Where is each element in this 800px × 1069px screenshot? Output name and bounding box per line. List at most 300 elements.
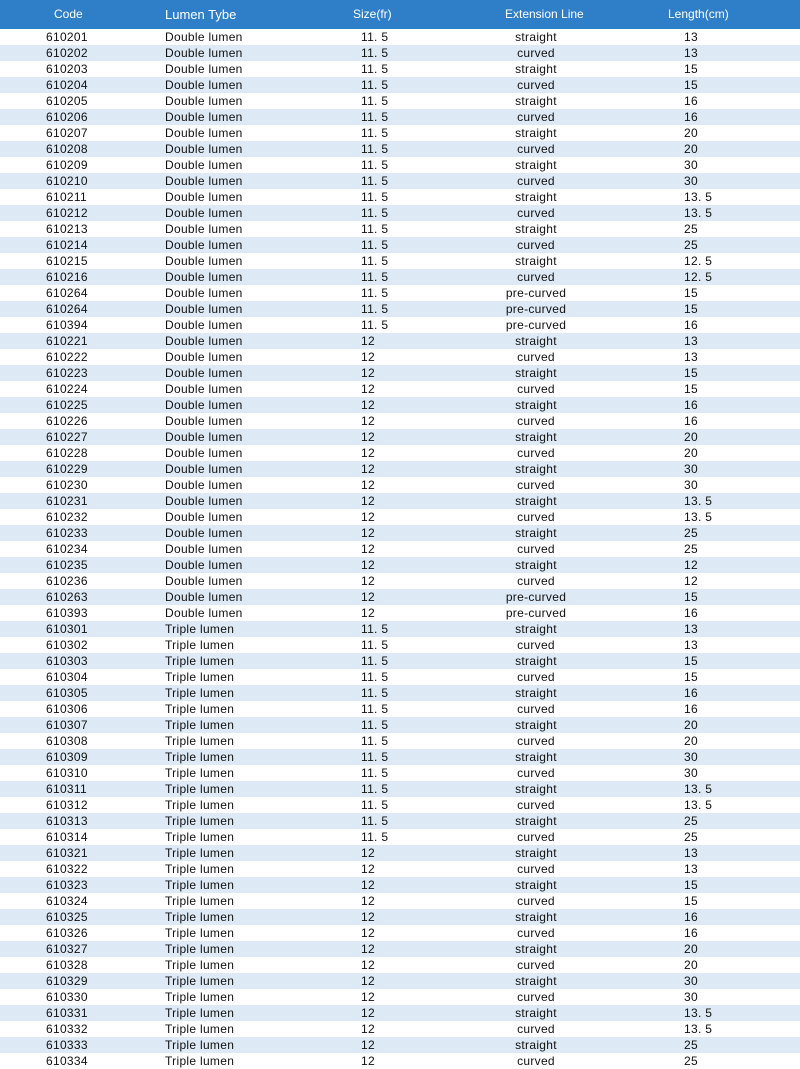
cell-extension-line: straight bbox=[515, 30, 557, 44]
cell-size: 11. 5 bbox=[361, 110, 389, 124]
cell-code: 610212 bbox=[46, 206, 88, 220]
table-row bbox=[0, 653, 800, 669]
cell-size: 12 bbox=[361, 366, 375, 380]
cell-size: 11. 5 bbox=[361, 206, 389, 220]
cell-code: 610333 bbox=[46, 1038, 88, 1052]
cell-size: 11. 5 bbox=[361, 126, 389, 140]
cell-code: 610203 bbox=[46, 62, 88, 76]
cell-extension-line: straight bbox=[515, 1006, 557, 1020]
cell-lumen-type: Double lumen bbox=[165, 494, 243, 508]
cell-code: 610204 bbox=[46, 78, 88, 92]
cell-size: 12 bbox=[361, 926, 375, 940]
cell-extension-line: curved bbox=[517, 446, 555, 460]
cell-length: 13. 5 bbox=[684, 190, 713, 204]
cell-length: 12. 5 bbox=[684, 270, 713, 284]
cell-length: 12 bbox=[684, 574, 698, 588]
cell-size: 11. 5 bbox=[361, 142, 389, 156]
cell-code: 610308 bbox=[46, 734, 88, 748]
cell-length: 16 bbox=[684, 702, 698, 716]
cell-size: 12 bbox=[361, 606, 375, 620]
cell-lumen-type: Double lumen bbox=[165, 430, 243, 444]
table-row bbox=[0, 573, 800, 589]
cell-length: 13 bbox=[684, 622, 698, 636]
cell-size: 12 bbox=[361, 942, 375, 956]
cell-size: 11. 5 bbox=[361, 46, 389, 60]
cell-extension-line: straight bbox=[515, 846, 557, 860]
cell-extension-line: curved bbox=[517, 206, 555, 220]
cell-code: 610305 bbox=[46, 686, 88, 700]
cell-code: 610227 bbox=[46, 430, 88, 444]
cell-code: 610229 bbox=[46, 462, 88, 476]
cell-extension-line: curved bbox=[517, 734, 555, 748]
header-code: Code bbox=[54, 7, 83, 21]
cell-size: 12 bbox=[361, 462, 375, 476]
cell-extension-line: straight bbox=[515, 558, 557, 572]
table-row bbox=[0, 605, 800, 621]
table-row bbox=[0, 621, 800, 637]
cell-code: 610206 bbox=[46, 110, 88, 124]
cell-code: 610330 bbox=[46, 990, 88, 1004]
cell-size: 12 bbox=[361, 990, 375, 1004]
cell-size: 11. 5 bbox=[361, 158, 389, 172]
cell-lumen-type: Double lumen bbox=[165, 590, 243, 604]
cell-length: 20 bbox=[684, 734, 698, 748]
cell-code: 610205 bbox=[46, 94, 88, 108]
cell-length: 20 bbox=[684, 142, 698, 156]
cell-length: 30 bbox=[684, 750, 698, 764]
cell-length: 16 bbox=[684, 414, 698, 428]
cell-code: 610302 bbox=[46, 638, 88, 652]
cell-lumen-type: Double lumen bbox=[165, 302, 243, 316]
cell-lumen-type: Double lumen bbox=[165, 110, 243, 124]
table-row bbox=[0, 189, 800, 205]
table-row bbox=[0, 493, 800, 509]
cell-length: 30 bbox=[684, 766, 698, 780]
cell-size: 11. 5 bbox=[361, 814, 389, 828]
table-row bbox=[0, 685, 800, 701]
cell-length: 16 bbox=[684, 94, 698, 108]
cell-length: 15 bbox=[684, 894, 698, 908]
cell-lumen-type: Double lumen bbox=[165, 526, 243, 540]
cell-lumen-type: Triple lumen bbox=[165, 862, 235, 876]
table-row bbox=[0, 205, 800, 221]
cell-extension-line: straight bbox=[515, 686, 557, 700]
cell-lumen-type: Triple lumen bbox=[165, 926, 235, 940]
cell-length: 15 bbox=[684, 590, 698, 604]
cell-extension-line: straight bbox=[515, 782, 557, 796]
cell-code: 610307 bbox=[46, 718, 88, 732]
cell-extension-line: straight bbox=[515, 878, 557, 892]
cell-length: 30 bbox=[684, 174, 698, 188]
cell-extension-line: straight bbox=[515, 814, 557, 828]
cell-extension-line: curved bbox=[517, 1054, 555, 1068]
cell-lumen-type: Triple lumen bbox=[165, 942, 235, 956]
cell-size: 12 bbox=[361, 1054, 375, 1068]
cell-lumen-type: Triple lumen bbox=[165, 798, 235, 812]
cell-code: 610232 bbox=[46, 510, 88, 524]
cell-extension-line: straight bbox=[515, 430, 557, 444]
cell-size: 12 bbox=[361, 1038, 375, 1052]
table-row bbox=[0, 61, 800, 77]
table-row bbox=[0, 445, 800, 461]
cell-lumen-type: Double lumen bbox=[165, 78, 243, 92]
cell-extension-line: pre-curved bbox=[505, 318, 567, 332]
cell-code: 610334 bbox=[46, 1054, 88, 1068]
cell-length: 13 bbox=[684, 846, 698, 860]
table-header bbox=[0, 0, 800, 29]
cell-size: 12 bbox=[361, 894, 375, 908]
cell-extension-line: curved bbox=[517, 142, 555, 156]
cell-length: 13 bbox=[684, 334, 698, 348]
cell-lumen-type: Double lumen bbox=[165, 190, 243, 204]
cell-lumen-type: Double lumen bbox=[165, 510, 243, 524]
table-row bbox=[0, 941, 800, 957]
table-row bbox=[0, 413, 800, 429]
header-size: Size(fr) bbox=[353, 7, 392, 21]
cell-code: 610301 bbox=[46, 622, 88, 636]
cell-size: 11. 5 bbox=[361, 622, 389, 636]
cell-extension-line: straight bbox=[515, 334, 557, 348]
cell-lumen-type: Double lumen bbox=[165, 478, 243, 492]
cell-lumen-type: Triple lumen bbox=[165, 974, 235, 988]
table-row bbox=[0, 877, 800, 893]
cell-length: 30 bbox=[684, 990, 698, 1004]
cell-lumen-type: Double lumen bbox=[165, 270, 243, 284]
cell-extension-line: straight bbox=[515, 526, 557, 540]
cell-code: 610222 bbox=[46, 350, 88, 364]
table-row bbox=[0, 701, 800, 717]
cell-extension-line: curved bbox=[517, 958, 555, 972]
table-row bbox=[0, 749, 800, 765]
cell-length: 30 bbox=[684, 974, 698, 988]
cell-code: 610213 bbox=[46, 222, 88, 236]
cell-extension-line: curved bbox=[517, 542, 555, 556]
cell-length: 12 bbox=[684, 558, 698, 572]
cell-lumen-type: Triple lumen bbox=[165, 750, 235, 764]
table-row bbox=[0, 429, 800, 445]
cell-size: 12 bbox=[361, 494, 375, 508]
cell-code: 610304 bbox=[46, 670, 88, 684]
cell-lumen-type: Triple lumen bbox=[165, 1038, 235, 1052]
cell-lumen-type: Triple lumen bbox=[165, 622, 235, 636]
cell-lumen-type: Double lumen bbox=[165, 238, 243, 252]
cell-length: 15 bbox=[684, 62, 698, 76]
cell-size: 11. 5 bbox=[361, 702, 389, 716]
cell-code: 610329 bbox=[46, 974, 88, 988]
cell-size: 11. 5 bbox=[361, 302, 389, 316]
cell-lumen-type: Double lumen bbox=[165, 46, 243, 60]
cell-size: 11. 5 bbox=[361, 174, 389, 188]
cell-length: 15 bbox=[684, 654, 698, 668]
cell-extension-line: straight bbox=[515, 94, 557, 108]
cell-extension-line: curved bbox=[517, 478, 555, 492]
cell-code: 610223 bbox=[46, 366, 88, 380]
cell-length: 25 bbox=[684, 830, 698, 844]
cell-size: 12 bbox=[361, 958, 375, 972]
table-row bbox=[0, 781, 800, 797]
table-body bbox=[0, 29, 800, 1069]
cell-extension-line: curved bbox=[517, 862, 555, 876]
cell-size: 12 bbox=[361, 846, 375, 860]
cell-length: 20 bbox=[684, 942, 698, 956]
table-row bbox=[0, 717, 800, 733]
cell-code: 610226 bbox=[46, 414, 88, 428]
cell-code: 610325 bbox=[46, 910, 88, 924]
cell-extension-line: curved bbox=[517, 350, 555, 364]
cell-size: 12 bbox=[361, 558, 375, 572]
cell-size: 12 bbox=[361, 590, 375, 604]
cell-code: 610313 bbox=[46, 814, 88, 828]
cell-length: 25 bbox=[684, 1038, 698, 1052]
cell-size: 12 bbox=[361, 910, 375, 924]
table-row bbox=[0, 461, 800, 477]
cell-length: 16 bbox=[684, 910, 698, 924]
cell-length: 20 bbox=[684, 958, 698, 972]
cell-code: 610214 bbox=[46, 238, 88, 252]
cell-length: 25 bbox=[684, 238, 698, 252]
cell-size: 11. 5 bbox=[361, 782, 389, 796]
table-row bbox=[0, 813, 800, 829]
cell-length: 13. 5 bbox=[684, 494, 713, 508]
cell-code: 610314 bbox=[46, 830, 88, 844]
cell-lumen-type: Triple lumen bbox=[165, 830, 235, 844]
table-row bbox=[0, 301, 800, 317]
cell-length: 13. 5 bbox=[684, 1006, 713, 1020]
cell-length: 30 bbox=[684, 478, 698, 492]
table-row bbox=[0, 1037, 800, 1053]
cell-length: 16 bbox=[684, 686, 698, 700]
table-row bbox=[0, 637, 800, 653]
cell-size: 12 bbox=[361, 526, 375, 540]
cell-extension-line: curved bbox=[517, 670, 555, 684]
table-row bbox=[0, 93, 800, 109]
cell-lumen-type: Double lumen bbox=[165, 574, 243, 588]
cell-length: 13. 5 bbox=[684, 1022, 713, 1036]
cell-length: 13. 5 bbox=[684, 206, 713, 220]
cell-lumen-type: Double lumen bbox=[165, 382, 243, 396]
cell-lumen-type: Triple lumen bbox=[165, 894, 235, 908]
cell-code: 610224 bbox=[46, 382, 88, 396]
cell-size: 12 bbox=[361, 478, 375, 492]
cell-code: 610216 bbox=[46, 270, 88, 284]
cell-code: 610306 bbox=[46, 702, 88, 716]
cell-extension-line: straight bbox=[515, 398, 557, 412]
cell-size: 11. 5 bbox=[361, 734, 389, 748]
cell-size: 11. 5 bbox=[361, 62, 389, 76]
cell-length: 16 bbox=[684, 398, 698, 412]
cell-lumen-type: Double lumen bbox=[165, 542, 243, 556]
cell-size: 12 bbox=[361, 510, 375, 524]
cell-lumen-type: Triple lumen bbox=[165, 670, 235, 684]
cell-size: 12 bbox=[361, 334, 375, 348]
cell-length: 16 bbox=[684, 110, 698, 124]
cell-size: 11. 5 bbox=[361, 318, 389, 332]
cell-lumen-type: Double lumen bbox=[165, 30, 243, 44]
cell-extension-line: straight bbox=[515, 158, 557, 172]
cell-length: 12. 5 bbox=[684, 254, 713, 268]
cell-size: 11. 5 bbox=[361, 686, 389, 700]
cell-extension-line: curved bbox=[517, 990, 555, 1004]
cell-length: 16 bbox=[684, 318, 698, 332]
table-row bbox=[0, 109, 800, 125]
header-length: Length(cm) bbox=[668, 7, 729, 21]
cell-size: 11. 5 bbox=[361, 750, 389, 764]
table-row bbox=[0, 125, 800, 141]
cell-lumen-type: Double lumen bbox=[165, 366, 243, 380]
cell-extension-line: curved bbox=[517, 574, 555, 588]
table-row bbox=[0, 861, 800, 877]
cell-code: 610235 bbox=[46, 558, 88, 572]
cell-code: 610310 bbox=[46, 766, 88, 780]
cell-extension-line: straight bbox=[515, 62, 557, 76]
cell-lumen-type: Triple lumen bbox=[165, 814, 235, 828]
cell-size: 12 bbox=[361, 382, 375, 396]
cell-code: 610309 bbox=[46, 750, 88, 764]
cell-extension-line: pre-curved bbox=[505, 590, 567, 604]
cell-length: 13 bbox=[684, 638, 698, 652]
cell-length: 13 bbox=[684, 862, 698, 876]
cell-extension-line: straight bbox=[515, 750, 557, 764]
cell-code: 610303 bbox=[46, 654, 88, 668]
cell-length: 15 bbox=[684, 286, 698, 300]
cell-code: 610221 bbox=[46, 334, 88, 348]
cell-code: 610322 bbox=[46, 862, 88, 876]
cell-lumen-type: Double lumen bbox=[165, 142, 243, 156]
cell-size: 12 bbox=[361, 878, 375, 892]
table-row bbox=[0, 541, 800, 557]
table-row bbox=[0, 77, 800, 93]
cell-extension-line: curved bbox=[517, 926, 555, 940]
cell-code: 610215 bbox=[46, 254, 88, 268]
cell-code: 610231 bbox=[46, 494, 88, 508]
cell-code: 610234 bbox=[46, 542, 88, 556]
table-row bbox=[0, 909, 800, 925]
cell-length: 16 bbox=[684, 926, 698, 940]
table-row bbox=[0, 397, 800, 413]
table-row bbox=[0, 29, 800, 45]
cell-length: 25 bbox=[684, 526, 698, 540]
cell-lumen-type: Double lumen bbox=[165, 334, 243, 348]
cell-extension-line: curved bbox=[517, 110, 555, 124]
cell-extension-line: straight bbox=[515, 910, 557, 924]
cell-length: 13 bbox=[684, 46, 698, 60]
table-row bbox=[0, 173, 800, 189]
cell-lumen-type: Double lumen bbox=[165, 62, 243, 76]
table-row bbox=[0, 973, 800, 989]
cell-length: 13 bbox=[684, 350, 698, 364]
cell-extension-line: straight bbox=[515, 366, 557, 380]
cell-size: 11. 5 bbox=[361, 78, 389, 92]
table-row bbox=[0, 845, 800, 861]
cell-lumen-type: Triple lumen bbox=[165, 958, 235, 972]
cell-code: 610228 bbox=[46, 446, 88, 460]
cell-lumen-type: Double lumen bbox=[165, 446, 243, 460]
cell-size: 11. 5 bbox=[361, 830, 389, 844]
cell-lumen-type: Triple lumen bbox=[165, 782, 235, 796]
cell-lumen-type: Double lumen bbox=[165, 174, 243, 188]
table-row bbox=[0, 1021, 800, 1037]
cell-lumen-type: Double lumen bbox=[165, 206, 243, 220]
cell-lumen-type: Double lumen bbox=[165, 414, 243, 428]
cell-extension-line: straight bbox=[515, 718, 557, 732]
cell-code: 610207 bbox=[46, 126, 88, 140]
cell-extension-line: curved bbox=[517, 638, 555, 652]
cell-length: 13 bbox=[684, 30, 698, 44]
table-row bbox=[0, 333, 800, 349]
table-row bbox=[0, 829, 800, 845]
cell-code: 610208 bbox=[46, 142, 88, 156]
cell-lumen-type: Triple lumen bbox=[165, 686, 235, 700]
cell-length: 30 bbox=[684, 158, 698, 172]
cell-size: 11. 5 bbox=[361, 286, 389, 300]
cell-extension-line: pre-curved bbox=[505, 286, 567, 300]
cell-lumen-type: Triple lumen bbox=[165, 638, 235, 652]
cell-lumen-type: Triple lumen bbox=[165, 1022, 235, 1036]
cell-lumen-type: Triple lumen bbox=[165, 766, 235, 780]
cell-length: 20 bbox=[684, 430, 698, 444]
cell-code: 610311 bbox=[46, 782, 87, 796]
cell-code: 610324 bbox=[46, 894, 88, 908]
cell-extension-line: straight bbox=[515, 126, 557, 140]
table-row bbox=[0, 989, 800, 1005]
cell-code: 610394 bbox=[46, 318, 88, 332]
table-row bbox=[0, 893, 800, 909]
table-row bbox=[0, 45, 800, 61]
cell-extension-line: curved bbox=[517, 702, 555, 716]
cell-length: 15 bbox=[684, 302, 698, 316]
cell-size: 11. 5 bbox=[361, 94, 389, 108]
table-row bbox=[0, 733, 800, 749]
cell-code: 610201 bbox=[46, 30, 88, 44]
cell-length: 16 bbox=[684, 606, 698, 620]
cell-size: 12 bbox=[361, 542, 375, 556]
cell-extension-line: straight bbox=[515, 190, 557, 204]
cell-length: 13. 5 bbox=[684, 510, 713, 524]
header-lumen-type: Lumen Tybe bbox=[165, 7, 237, 22]
cell-lumen-type: Double lumen bbox=[165, 158, 243, 172]
cell-extension-line: curved bbox=[517, 238, 555, 252]
cell-extension-line: straight bbox=[515, 222, 557, 236]
cell-size: 11. 5 bbox=[361, 670, 389, 684]
cell-size: 11. 5 bbox=[361, 30, 389, 44]
table-row bbox=[0, 557, 800, 573]
cell-extension-line: straight bbox=[515, 974, 557, 988]
cell-code: 610321 bbox=[46, 846, 88, 860]
table-row bbox=[0, 349, 800, 365]
cell-size: 11. 5 bbox=[361, 238, 389, 252]
cell-extension-line: curved bbox=[517, 894, 555, 908]
cell-length: 20 bbox=[684, 126, 698, 140]
table-row bbox=[0, 957, 800, 973]
cell-extension-line: curved bbox=[517, 382, 555, 396]
cell-lumen-type: Double lumen bbox=[165, 286, 243, 300]
cell-extension-line: curved bbox=[517, 270, 555, 284]
cell-length: 25 bbox=[684, 1054, 698, 1068]
cell-size: 12 bbox=[361, 350, 375, 364]
cell-code: 610332 bbox=[46, 1022, 88, 1036]
cell-lumen-type: Triple lumen bbox=[165, 910, 235, 924]
cell-lumen-type: Double lumen bbox=[165, 222, 243, 236]
table-row bbox=[0, 509, 800, 525]
cell-size: 11. 5 bbox=[361, 718, 389, 732]
table-row bbox=[0, 237, 800, 253]
cell-lumen-type: Triple lumen bbox=[165, 990, 235, 1004]
cell-lumen-type: Triple lumen bbox=[165, 1006, 235, 1020]
cell-lumen-type: Double lumen bbox=[165, 462, 243, 476]
table-row bbox=[0, 157, 800, 173]
table-row bbox=[0, 269, 800, 285]
cell-extension-line: curved bbox=[517, 1022, 555, 1036]
